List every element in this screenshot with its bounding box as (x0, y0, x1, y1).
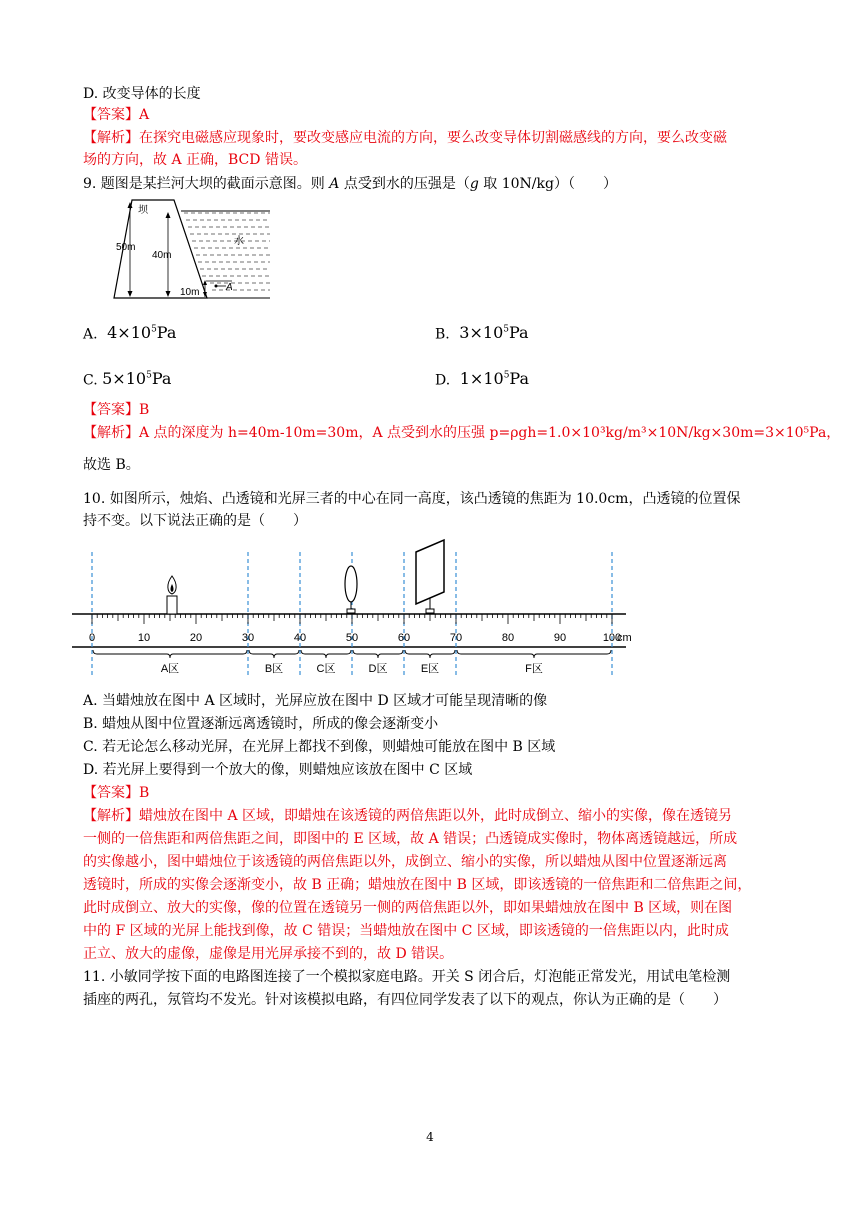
q10-analysis-line7: 正立、放大的虚像，虚像是用光屏承接不到的，故 D 错误。 (83, 946, 454, 962)
zone-brace (301, 650, 351, 658)
ruler-tick-label: 30 (241, 632, 255, 644)
option-value: $5\times 10^5Pa$ (102, 369, 172, 389)
q8-option-d: D. 改变导体的长度 (83, 86, 201, 102)
ruler-tick-label: 20 (189, 632, 203, 644)
stem-point: A (329, 176, 340, 192)
analysis-tag: 【解析】 (83, 808, 139, 824)
light-screen (416, 540, 444, 613)
answer-value: B (139, 402, 150, 418)
answer-tag: 【答案】 (83, 107, 139, 123)
analysis-text: 在探究电磁感应现象时，要改变感应电流的方向，要么改变导体切割磁感线的方向，要么改变磁 (139, 130, 727, 146)
q10-stem-line1: 10. 如图所示，烛焰、凸透镜和光屏三者的中心在同一高度，该凸透镜的焦距为 10.0cm，凸透镜的位置保 (83, 491, 741, 507)
zone-brace (93, 650, 247, 658)
ruler-unit: cm (617, 632, 632, 644)
point-a-height-label: 10m (180, 287, 200, 298)
q10-analysis-line1 (83, 806, 732, 826)
dam-label: 坝 (138, 205, 148, 216)
zone-label: E区 (420, 663, 440, 675)
water-label: 水 (234, 236, 244, 247)
option-value: $4\times 10^5Pa$ (107, 323, 177, 343)
option-label: D. (435, 372, 451, 389)
zone-label: C区 (316, 663, 336, 675)
stem-text: 点受到水的压强是（ (339, 176, 470, 192)
q8-analysis-line2: 场的方向，故 A 正确，BCD 错误。 (83, 152, 307, 168)
q9-option-c (83, 366, 171, 390)
zone-brace (405, 650, 455, 658)
ruler-tick-label: 60 (397, 632, 411, 644)
analysis-text: A 点的深度为 h=40m-10m=30m，A 点受到水的压强 p=ρgh=1.0×10³kg/m³×10N/kg×30m=3×10⁵Pa， (139, 425, 841, 441)
ruler-tick-label: 10 (137, 632, 151, 644)
q11-stem-line1: 11. 小敏同学按下面的电路图连接了一个模拟家庭电路。开关 S 闭合后，灯泡能正常发光，用试电笔检测 (83, 969, 731, 985)
q9-stem (83, 174, 617, 194)
q10-analysis-line3: 的实像越小，图中蜡烛位于该透镜的两倍焦距以外，成倒立、缩小的实像，所以蜡烛从图中位置逐渐远离 (83, 854, 727, 870)
q9-option-b (435, 320, 529, 344)
answer-tag: 【答案】 (83, 402, 139, 418)
analysis-tag: 【解析】 (83, 130, 139, 146)
ruler-tick-label: 100 (602, 632, 622, 644)
q9-analysis-line1 (83, 423, 840, 443)
analysis-tag: 【解析】 (83, 425, 139, 441)
q10-stem-line2: 持不变。以下说法正确的是（ ） (83, 513, 307, 529)
answer-value: B (139, 785, 150, 801)
q10-answer (83, 783, 149, 803)
q10-analysis-line5: 此时成倒立、放大的实像，像的位置在透镜另一侧的两倍焦距以外，即如果蜡烛放在图中 B 区域，则在图 (83, 900, 733, 916)
water-depth-label: 40m (152, 250, 172, 261)
zone-brace (457, 650, 611, 658)
ruler-tick-label: 80 (501, 632, 515, 644)
zone-label: F区 (525, 663, 543, 675)
ruler-tick-label: 40 (293, 632, 307, 644)
option-value: $1\times 10^5Pa$ (459, 369, 530, 389)
answer-value: A (139, 107, 150, 123)
page-number: 4 (426, 1130, 434, 1144)
q10-option-a: A. 当蜡烛放在图中 A 区域时，光屏应放在图中 D 区域才可能呈现清晰的像 (83, 693, 548, 709)
dam-figure (112, 196, 272, 302)
ruler-tick-label: 0 (88, 632, 96, 644)
q8-analysis-line1 (83, 128, 727, 148)
optical-bench-figure (70, 538, 650, 680)
q10-analysis-line2: 一侧的一倍焦距和两倍焦距之间，即图中的 E 区域，故 A 错误；凸透镜成实像时，物体离透镜越远，所成 (83, 831, 738, 847)
q10-option-d: D. 若光屏上要得到一个放大的像，则蜡烛应该放在图中 C 区域 (83, 762, 473, 778)
q10-option-c: C. 若无论怎么移动光屏，在光屏上都找不到像，则蜡烛可能放在图中 B 区域 (83, 739, 556, 755)
q9-option-a (83, 320, 176, 344)
analysis-text: 蜡烛放在图中 A 区域，即蜡烛在该透镜的两倍焦距以外，此时成倒立、缩小的实像，像在透镜另 (139, 808, 733, 824)
zone-brace (249, 650, 299, 658)
stem-text: 取 10N/kg）（ ） (478, 176, 617, 192)
ruler-tick-label: 70 (449, 632, 463, 644)
candle (167, 576, 177, 614)
convex-lens (345, 566, 357, 613)
q9-answer (83, 400, 149, 420)
option-value: $3\times 10^5Pa$ (459, 323, 529, 343)
zone-label: B区 (264, 663, 284, 675)
option-label: C. (83, 372, 98, 389)
zone-brace (353, 650, 403, 658)
q11-stem-line2: 插座的两孔，氖管均不发光。针对该模拟电路，有四位同学发表了以下的观点，你认为正确的是（ ） (83, 992, 727, 1008)
dam-height-label: 50m (116, 242, 136, 253)
stem-text: 9. 题图是某拦河大坝的截面示意图。则 (83, 176, 330, 192)
q10-analysis-line4: 透镜时，所成的实像会逐渐变小，故 B 正确；蜡烛放在图中 B 区域，即该透镜的一倍焦距和二倍焦距之间， (83, 877, 752, 893)
ruler-tick-label: 50 (345, 632, 359, 644)
q10-analysis-line6: 中的 F 区域的光屏上能找到像，故 C 错误；当蜡烛放在图中 C 区域，即该透镜的一倍焦距以内，此时成 (83, 923, 729, 939)
point-a-label: A (226, 282, 233, 293)
option-label: B. (435, 326, 450, 343)
q9-analysis-line2: 故选 B。 (83, 457, 140, 473)
option-label: A. (83, 326, 98, 343)
q8-answer (83, 105, 149, 125)
ruler-tick-label: 90 (553, 632, 567, 644)
zone-label: D区 (368, 663, 388, 675)
q9-option-d (435, 366, 529, 390)
answer-tag: 【答案】 (83, 785, 139, 801)
zone-label: A区 (160, 663, 180, 675)
stem-g: g (469, 176, 479, 192)
q10-option-b: B. 蜡烛从图中位置逐渐远离透镜时，所成的像会逐渐变小 (83, 716, 439, 732)
